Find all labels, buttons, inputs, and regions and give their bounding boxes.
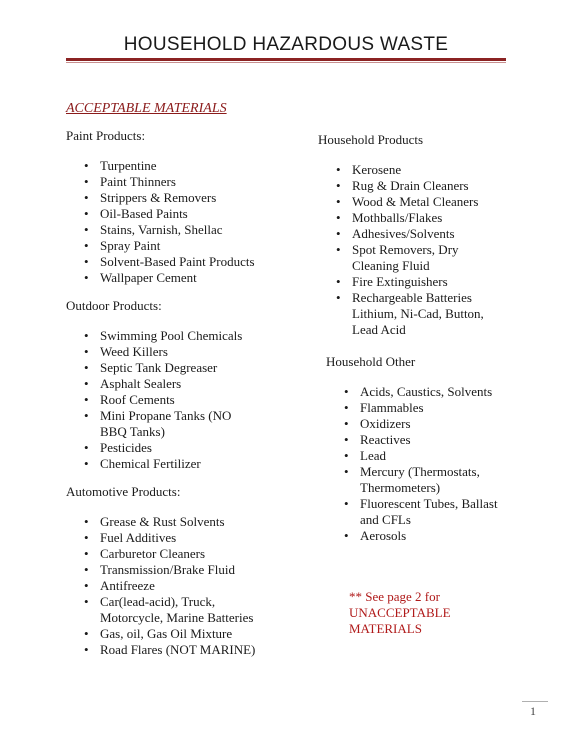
list-item: • Aerosols (348, 528, 528, 544)
group-heading: Automotive Products: (66, 484, 181, 499)
group-heading: Paint Products: (66, 128, 146, 143)
list-item: • Swimming Pool Chemicals (88, 328, 306, 344)
list-item: • Oil-Based Paints (88, 206, 306, 222)
list-item: • Rechargeable Batteries Lithium, Ni-Cad, Button, Lead Acid (340, 290, 502, 338)
list-item: • Mercury (Thermostats, Thermometers) (348, 464, 500, 496)
item-list (66, 328, 306, 472)
list-item: • Gas, oil, Gas Oil Mixture (88, 626, 306, 642)
list-item: • Mini Propane Tanks (NO BBQ Tanks) (88, 408, 240, 440)
list-item: • Spot Removers, Dry Cleaning Fluid (340, 242, 482, 274)
list-item: • Pesticides (88, 440, 306, 456)
list-item: • Transmission/Brake Fluid (88, 562, 306, 578)
list-item: • Fuel Additives (88, 530, 306, 546)
list-item: • Roof Cements (88, 392, 306, 408)
list-item: • Kerosene (340, 162, 528, 178)
group-heading: Outdoor Products: (66, 298, 162, 313)
list-item: • Rug & Drain Cleaners (340, 178, 528, 194)
page-number: 1 (530, 704, 536, 718)
list-item: • Grease & Rust Solvents (88, 514, 306, 530)
list-item: • Fluorescent Tubes, Ballast and CFLs (348, 496, 510, 528)
list-item: • Turpentine (88, 158, 306, 174)
title-divider (66, 58, 506, 61)
list-item: • Strippers & Removers (88, 190, 306, 206)
list-item: • Weed Killers (88, 344, 306, 360)
item-list (66, 158, 306, 286)
group-automotive-products (66, 484, 306, 658)
page-title: HOUSEHOLD HAZARDOUS WASTE (123, 34, 449, 55)
list-item: • Stains, Varnish, Shellac (88, 222, 306, 238)
list-item: • Antifreeze (88, 578, 306, 594)
list-item: • Asphalt Sealers (88, 376, 306, 392)
list-item: • Adhesives/Solvents (340, 226, 528, 242)
list-item: • Wallpaper Cement (88, 270, 306, 286)
list-item: • Car(lead-acid), Truck, Motorcycle, Marine Batteries (88, 594, 270, 626)
list-item: • Flammables (348, 400, 528, 416)
list-item: • Septic Tank Degreaser (88, 360, 306, 376)
list-item: • Mothballs/Flakes (340, 210, 528, 226)
list-item: • Reactives (348, 432, 528, 448)
item-list (326, 384, 528, 544)
list-item: • Spray Paint (88, 238, 306, 254)
list-item: • Lead (348, 448, 528, 464)
list-item: • Paint Thinners (88, 174, 306, 190)
group-household-products (318, 132, 528, 338)
right-column (318, 132, 528, 556)
page-number-rule (522, 701, 548, 702)
list-item: • Road Flares (NOT MARINE) (88, 642, 306, 658)
list-item: • Carburetor Cleaners (88, 546, 306, 562)
list-item: • Fire Extinguishers (340, 274, 528, 290)
list-item: • Acids, Caustics, Solvents (348, 384, 528, 400)
list-item: • Oxidizers (348, 416, 528, 432)
section-title: ACCEPTABLE MATERIALS (66, 101, 227, 116)
item-list (318, 162, 528, 338)
group-household-other (318, 354, 528, 544)
title-divider-secondary (66, 62, 506, 63)
group-outdoor-products (66, 298, 306, 472)
see-page-2-note: ** See page 2 for UNACCEPTABLE MATERIALS (349, 589, 451, 636)
list-item: • Solvent-Based Paint Products (88, 254, 306, 270)
item-list (66, 514, 306, 658)
list-item: • Chemical Fertilizer (88, 456, 306, 472)
left-column (66, 128, 306, 670)
group-heading: Household Products (318, 132, 424, 147)
list-item: • Wood & Metal Cleaners (340, 194, 528, 210)
group-paint-products (66, 128, 306, 286)
group-heading: Household Other (326, 354, 416, 369)
